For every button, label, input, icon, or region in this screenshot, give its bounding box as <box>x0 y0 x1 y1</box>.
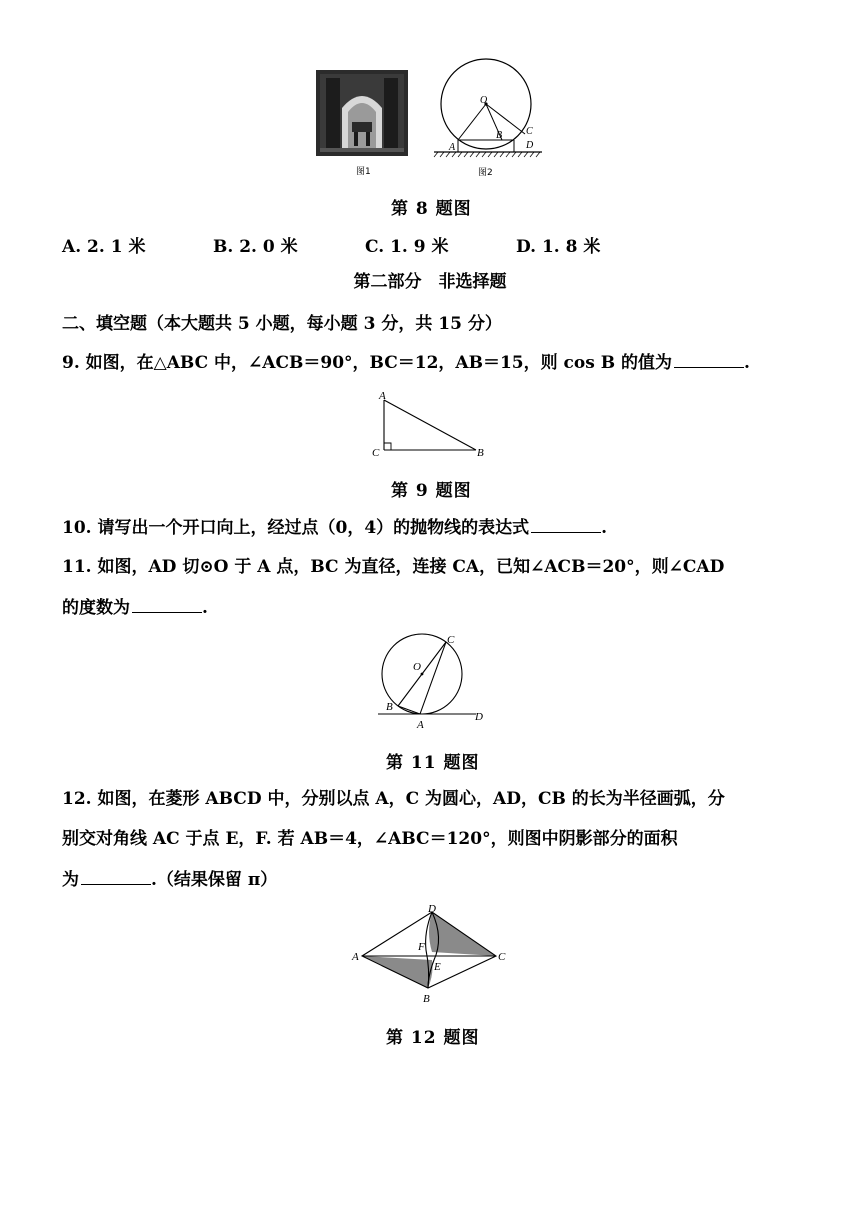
question-11-line-2 <box>62 595 208 620</box>
question-11-line-2-text: 的度数为 <box>62 598 130 618</box>
question-9-answer-blank <box>674 350 744 368</box>
question-11-answer-blank <box>132 595 202 613</box>
question-11-line-1: 11. 如图，AD 切⊙O 于 A 点，BC 为直径，连接 CA，已知∠ACB＝20°，则∠CAD <box>62 557 725 577</box>
q8-option-a: A. 2. 1 米 <box>62 237 146 257</box>
q8-point-o: O <box>480 95 488 106</box>
q8-option-c: C. 1. 9 米 <box>365 237 449 257</box>
question-10 <box>62 515 607 540</box>
question-9-end: . <box>744 353 750 373</box>
q12-point-e: E <box>434 961 441 973</box>
q8-figure-2-label: 图2 <box>478 168 493 178</box>
q12-figure-caption: 第 12 题图 <box>386 1028 480 1048</box>
q11-figure-caption: 第 11 题图 <box>386 753 480 773</box>
q8-figure-2-diagram <box>430 56 545 161</box>
fill-in-section-heading: 二、填空题（本大题共 5 小题，每小题 3 分，共 15 分） <box>62 314 502 334</box>
q12-point-d: D <box>428 903 436 915</box>
q9-triangle-diagram <box>370 388 490 462</box>
q11-point-a: A <box>417 719 424 731</box>
q9-point-b: B <box>477 447 484 459</box>
question-12-line-1: 12. 如图，在菱形 ABCD 中，分别以点 A，C 为圆心，AD，CB 的长为半径画弧，分 <box>62 789 725 809</box>
section-2-title: 第二部分 非选择题 <box>353 272 507 292</box>
question-9 <box>62 350 750 375</box>
q8-figure-1-label: 图1 <box>356 167 371 177</box>
question-12-line-2: 别交对角线 AC 于点 E，F. 若 AB＝4，∠ABC＝120°，则图中阴影部分的面积 <box>62 829 678 849</box>
question-11-end: . <box>202 598 208 618</box>
q12-point-c: C <box>498 951 506 963</box>
q9-figure-caption: 第 9 题图 <box>391 481 472 501</box>
q8-figure-caption: 第 8 题图 <box>391 199 472 219</box>
q8-point-b: B <box>496 130 503 141</box>
question-10-end: . <box>601 518 608 538</box>
q12-rhombus-diagram <box>348 900 518 1010</box>
q8-point-d: D <box>526 140 534 151</box>
q8-option-b: B. 2. 0 米 <box>213 237 298 257</box>
q8-option-d: D. 1. 8 米 <box>516 237 601 257</box>
q9-point-c: C <box>372 447 380 459</box>
q9-point-a: A <box>379 390 386 402</box>
q12-point-a: A <box>352 951 359 963</box>
question-12-answer-blank <box>81 867 151 885</box>
q8-point-a: A <box>449 142 456 153</box>
q8-point-c: C <box>526 126 533 137</box>
q11-point-c: C <box>447 634 455 646</box>
q12-point-f: F <box>418 941 425 953</box>
q11-point-d: D <box>475 711 483 723</box>
question-12-line-3 <box>62 867 277 892</box>
question-9-text: 9. 如图，在△ABC 中，∠ACB＝90°，BC＝12，AB＝15，则 cos B 的值为 <box>62 353 673 373</box>
question-10-text: 10. 请写出一个开口向上，经过点（0，4）的抛物线的表达式 <box>62 518 530 538</box>
q12-point-b: B <box>423 993 430 1005</box>
question-12-line-3-prefix: 为 <box>62 870 79 890</box>
q8-figure-1-photo <box>316 70 408 156</box>
question-12-line-3-suffix: .（结果保留 π） <box>151 870 278 890</box>
question-10-answer-blank <box>531 515 601 533</box>
q11-point-o: O <box>413 661 421 673</box>
q11-point-b: B <box>386 701 393 713</box>
q11-circle-tangent-diagram <box>372 630 492 734</box>
